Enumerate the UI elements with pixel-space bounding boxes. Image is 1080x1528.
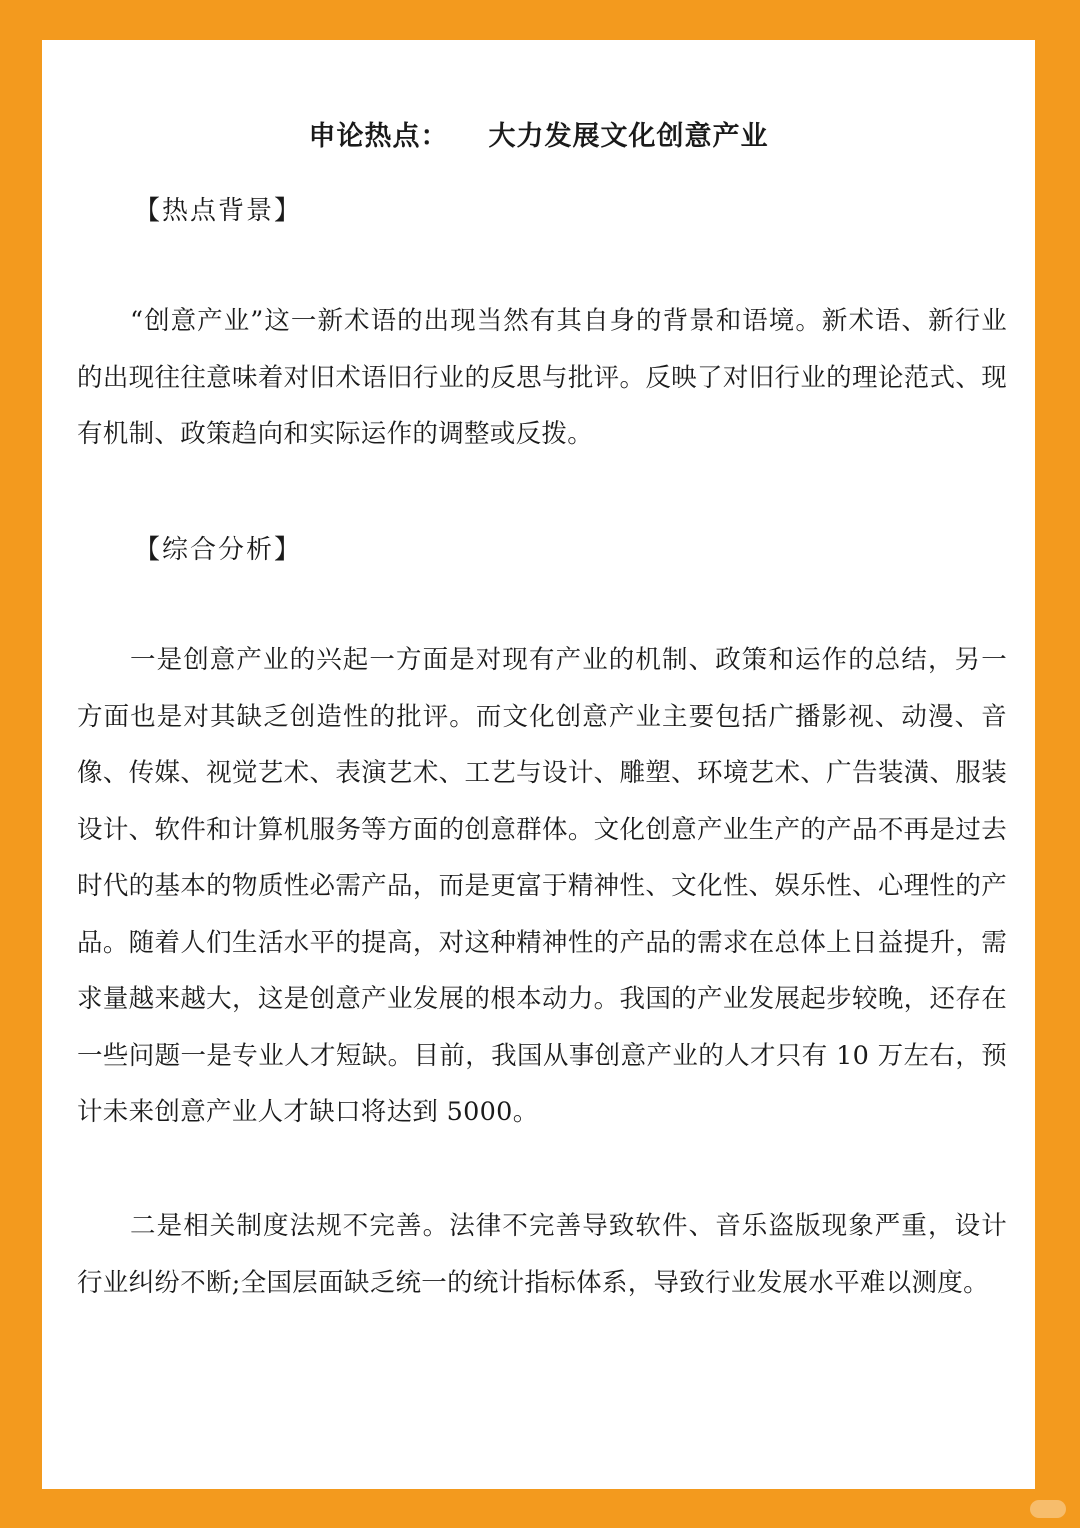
paragraph-analysis-2: 二是相关制度法规不完善。法律不完善导致软件、音乐盗版现象严重，设计行业纠纷不断;全国层面缺乏统一的统计指标体系，导致行业发展水平难以测度。	[77, 1211, 1007, 1298]
title-main: 大力发展文化创意产业	[488, 121, 769, 152]
title-prefix: 申论热点：	[308, 121, 449, 152]
paragraph-analysis-1: 一是创意产业的兴起一方面是对现有产业的机制、政策和运作的总结，另一方面也是对其缺乏创造性的批评。而文化创意产业主要包括广播影视、动漫、音像、传媒、视觉艺术、表演艺术、工艺与设计、雕塑、环境艺术、广告装潢、服装设计、软件和计算机服务等方面的创意群体。文化创意产业生产的产品不再是过去时代的基本的物质性必需产品，而是更富于精神性、文化性、娱乐性、心理性的产品。随着人们生活水平的提高，对这种精神性的产品的需求在总体上日益提升，需求量越来越大，这是创意产业发展的根本动力。我国的产业发展起步较晚，还存在一些问题一是专业人才短缺。目前，我国从事创意产业的人才只有 10 万左右，预计未来创意产业人才缺口将达到 5000。	[77, 645, 1007, 1127]
section-heading-analysis: 【综合分析】	[134, 535, 303, 565]
paragraph-background: “创意产业”这一新术语的出现当然有其自身的背景和语境。新术语、新行业的出现往往意味着对旧术语旧行业的反思与批评。反映了对旧行业的理论范式、现有机制、政策趋向和实际运作的调整或反拨。	[77, 306, 1007, 449]
page-title	[42, 114, 1035, 153]
watermark-badge	[1030, 1500, 1066, 1518]
section-heading-background: 【热点背景】	[134, 196, 303, 226]
document-page	[42, 40, 1035, 1489]
